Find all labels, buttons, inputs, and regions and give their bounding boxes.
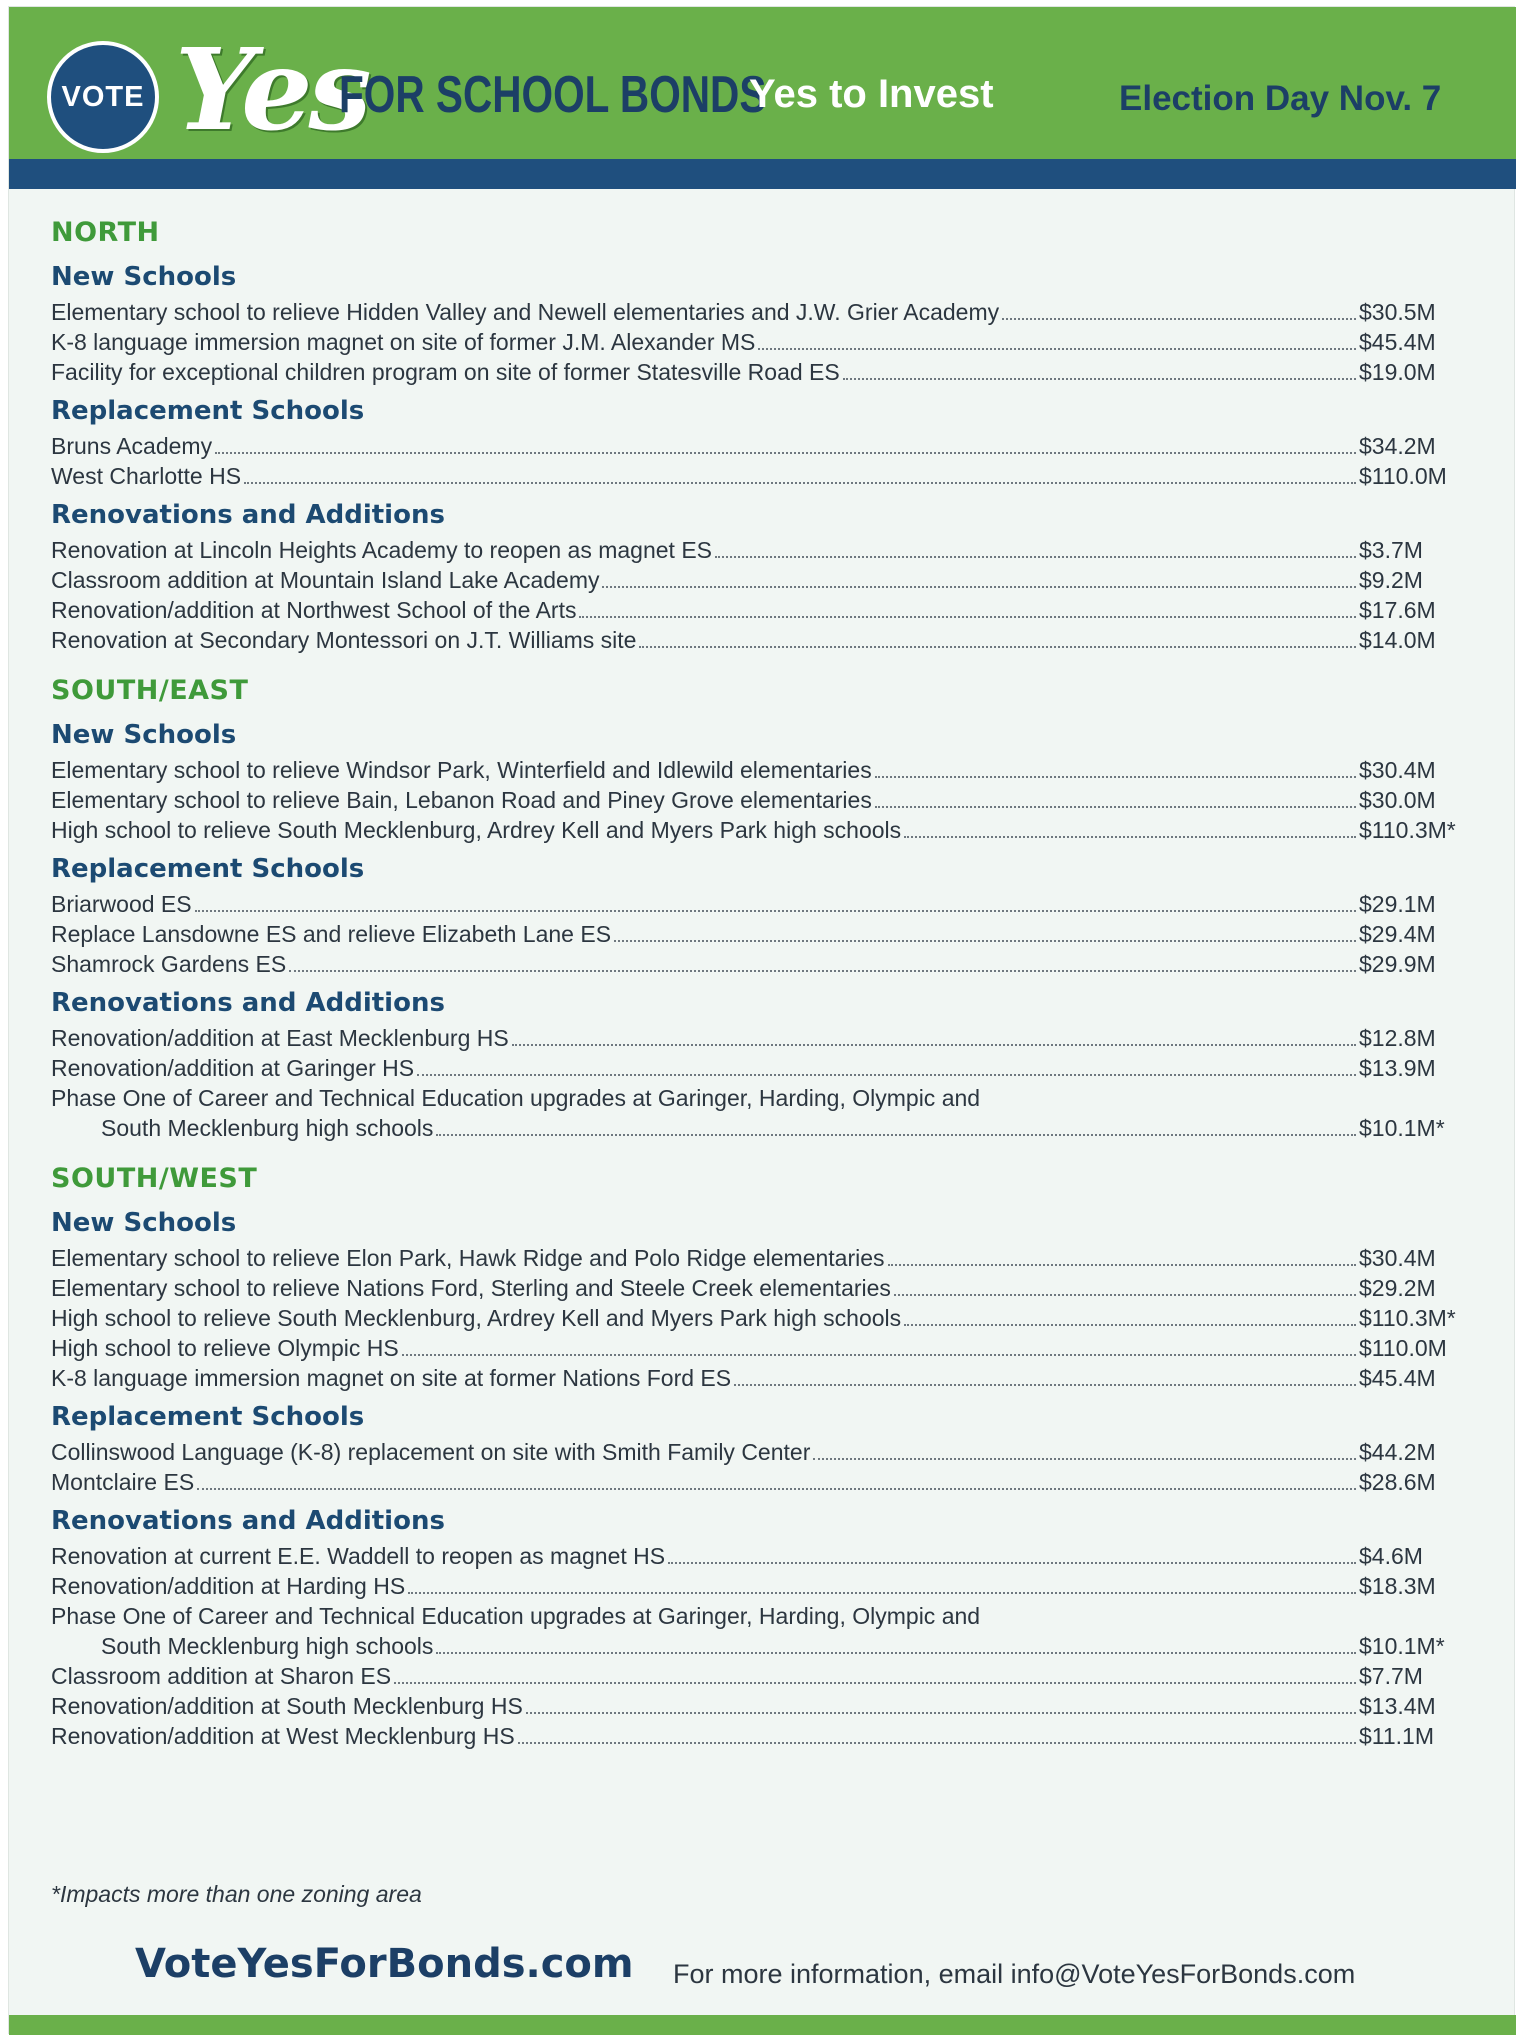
dot-leader xyxy=(668,1562,1356,1564)
dot-leader xyxy=(512,1044,1356,1046)
item-amount: $28.6M xyxy=(1359,1469,1436,1495)
bond-item xyxy=(51,1467,1471,1497)
item-description: Facility for exceptional children program on site of former Statesville Road ES xyxy=(51,359,840,385)
bond-item xyxy=(51,595,1471,625)
item-amount: $13.4M xyxy=(1359,1693,1436,1719)
item-amount: $17.6M xyxy=(1359,597,1436,623)
item-description: High school to relieve South Mecklenburg, Ardrey Kell and Myers Park high schools xyxy=(51,1305,902,1331)
item-description: Renovation at Lincoln Heights Academy to reopen as magnet ES xyxy=(51,537,713,563)
group-heading: Replacement Schools xyxy=(51,396,365,426)
item-amount: $45.4M xyxy=(1359,329,1436,355)
item-description: Elementary school to relieve Windsor Park, Winterfield and Idlewild elementaries xyxy=(51,757,872,783)
bond-item xyxy=(51,357,1471,387)
bond-item xyxy=(51,565,1471,595)
bond-item xyxy=(51,919,1471,949)
item-description: Renovation/addition at West Mecklenburg HS xyxy=(51,1723,515,1749)
bond-item xyxy=(51,297,1471,327)
item-description: High school to relieve Olympic HS xyxy=(51,1335,399,1361)
dot-leader xyxy=(408,1592,1356,1594)
footer-website-link[interactable]: VoteYesForBonds.com xyxy=(135,1941,634,1987)
item-description: K-8 language immersion magnet on site of former J.M. Alexander MS xyxy=(51,329,756,355)
bond-item xyxy=(51,1273,1471,1303)
item-description: Shamrock Gardens ES xyxy=(51,951,287,977)
item-description: Bruns Academy xyxy=(51,433,213,459)
bond-item xyxy=(51,625,1471,655)
item-amount: $45.4M xyxy=(1359,1365,1436,1391)
bond-item xyxy=(51,1541,1471,1571)
bond-item xyxy=(51,785,1471,815)
dot-leader xyxy=(614,940,1356,942)
item-description: Renovation/addition at South Mecklenburg HS xyxy=(51,1693,523,1719)
dot-leader xyxy=(734,1384,1356,1386)
item-description: K-8 language immersion magnet on site at former Nations Ford ES xyxy=(51,1365,732,1391)
dot-leader xyxy=(402,1354,1356,1356)
dot-leader xyxy=(289,970,1356,972)
item-amount: $30.5M xyxy=(1359,299,1436,325)
bond-item xyxy=(51,949,1471,979)
item-amount: $29.1M xyxy=(1359,891,1436,917)
bond-item xyxy=(51,1571,1471,1601)
dot-leader xyxy=(417,1074,1356,1076)
item-description: West Charlotte HS xyxy=(51,463,242,489)
item-description-continued: South Mecklenburg high schools xyxy=(101,1115,434,1141)
group-heading: Renovations and Additions xyxy=(51,1506,445,1536)
footnote: *Impacts more than one zoning area xyxy=(51,1881,422,1907)
group-heading: New Schools xyxy=(51,262,237,292)
bond-item xyxy=(51,1243,1471,1273)
bond-item xyxy=(51,1437,1471,1467)
bond-item xyxy=(51,1083,1471,1143)
dot-leader xyxy=(436,1134,1356,1136)
dot-leader xyxy=(758,348,1356,350)
item-amount: $110.3M* xyxy=(1359,1305,1456,1331)
item-description: Replace Lansdowne ES and relieve Elizabeth Lane ES xyxy=(51,921,612,947)
bond-item xyxy=(51,1023,1471,1053)
item-description: Elementary school to relieve Elon Park, Hawk Ridge and Polo Ridge elementaries xyxy=(51,1245,885,1271)
bond-item xyxy=(51,1363,1471,1393)
item-description: Renovation at current E.E. Waddell to reopen as magnet HS xyxy=(51,1543,666,1569)
dot-leader xyxy=(436,1652,1356,1654)
dot-leader xyxy=(195,910,1356,912)
item-amount: $110.0M xyxy=(1359,463,1447,489)
region-section xyxy=(51,1159,1471,1751)
vote-badge xyxy=(47,41,159,153)
dot-leader xyxy=(526,1712,1356,1714)
bond-item xyxy=(51,431,1471,461)
logo-tagline: FOR SCHOOL BONDS xyxy=(339,66,767,124)
bond-item xyxy=(51,535,1471,565)
item-description: Renovation/addition at East Mecklenburg HS xyxy=(51,1025,509,1051)
dot-leader xyxy=(394,1682,1356,1684)
item-amount: $3.7M xyxy=(1359,537,1423,563)
item-amount: $29.4M xyxy=(1359,921,1436,947)
header-band xyxy=(9,159,1516,189)
dot-leader xyxy=(888,1264,1356,1266)
item-description: Renovation/addition at Garinger HS xyxy=(51,1055,415,1081)
item-description: Renovation/addition at Northwest School of the Arts xyxy=(51,597,577,623)
vote-badge-text: VOTE xyxy=(61,80,145,113)
logo-yes-script: Yes xyxy=(175,25,368,156)
group-heading: Renovations and Additions xyxy=(51,988,445,1018)
item-amount: $9.2M xyxy=(1359,567,1423,593)
bond-item xyxy=(51,327,1471,357)
item-description: Montclaire ES xyxy=(51,1469,195,1495)
group-heading: New Schools xyxy=(51,720,237,750)
item-description: Renovation/addition at Harding HS xyxy=(51,1573,406,1599)
item-description: Classroom addition at Sharon ES xyxy=(51,1663,392,1689)
dot-leader xyxy=(602,586,1356,588)
group-heading: Replacement Schools xyxy=(51,854,365,884)
dot-leader xyxy=(715,556,1356,558)
item-amount: $11.1M xyxy=(1359,1723,1435,1749)
dot-leader xyxy=(244,482,1356,484)
bond-list xyxy=(51,207,1471,1767)
footer-bar xyxy=(9,2015,1516,2035)
group-heading: New Schools xyxy=(51,1208,237,1238)
item-description: Renovation at Secondary Montessori on J.T. Williams site xyxy=(51,627,637,653)
item-description: Classroom addition at Mountain Island Lake Academy xyxy=(51,567,600,593)
region-section xyxy=(51,671,1471,1143)
bond-item xyxy=(51,1303,1471,1333)
group-heading: Replacement Schools xyxy=(51,1402,365,1432)
item-amount: $10.1M* xyxy=(1359,1633,1445,1659)
item-description: Phase One of Career and Technical Education upgrades at Garinger, Harding, Olympic and xyxy=(51,1085,981,1111)
item-amount: $30.4M xyxy=(1359,1245,1436,1271)
item-amount: $19.0M xyxy=(1359,359,1436,385)
item-amount: $14.0M xyxy=(1359,627,1436,653)
bond-item xyxy=(51,1601,1471,1661)
dot-leader xyxy=(904,836,1356,838)
dot-leader xyxy=(904,1324,1356,1326)
item-description: Elementary school to relieve Hidden Valley and Newell elementaries and J.W. Grier Academy xyxy=(51,299,1000,325)
dot-leader xyxy=(875,806,1356,808)
header-banner xyxy=(9,7,1516,159)
yes-to-invest-slogan: Yes to Invest xyxy=(749,72,994,116)
region-title: SOUTH/WEST xyxy=(51,1163,258,1194)
dot-leader xyxy=(813,1458,1356,1460)
bond-item xyxy=(51,1721,1471,1751)
dot-leader xyxy=(579,616,1356,618)
bond-item xyxy=(51,1333,1471,1363)
item-description-continued: South Mecklenburg high schools xyxy=(101,1633,434,1659)
item-amount: $10.1M* xyxy=(1359,1115,1445,1141)
item-description: High school to relieve South Mecklenburg, Ardrey Kell and Myers Park high schools xyxy=(51,817,902,843)
bond-item xyxy=(51,1661,1471,1691)
item-description: Elementary school to relieve Nations Ford, Sterling and Steele Creek elementaries xyxy=(51,1275,891,1301)
item-amount: $13.9M xyxy=(1359,1055,1436,1081)
bond-item xyxy=(51,815,1471,845)
bond-item xyxy=(51,755,1471,785)
item-amount: $4.6M xyxy=(1359,1543,1423,1569)
item-amount: $110.0M xyxy=(1359,1335,1447,1361)
item-amount: $110.3M* xyxy=(1359,817,1456,843)
dot-leader xyxy=(1002,318,1356,320)
election-day: Election Day Nov. 7 xyxy=(1119,79,1442,118)
group-heading: Renovations and Additions xyxy=(51,500,445,530)
item-amount: $30.0M xyxy=(1359,787,1436,813)
item-description: Elementary school to relieve Bain, Lebanon Road and Piney Grove elementaries xyxy=(51,787,872,813)
flyer xyxy=(8,6,1515,2034)
dot-leader xyxy=(518,1742,1356,1744)
item-amount: $29.2M xyxy=(1359,1275,1436,1301)
item-amount: $34.2M xyxy=(1359,433,1436,459)
bond-item xyxy=(51,461,1471,491)
dot-leader xyxy=(197,1488,1356,1490)
bond-item xyxy=(51,1691,1471,1721)
dot-leader xyxy=(875,776,1356,778)
dot-leader xyxy=(639,646,1356,648)
item-description: Collinswood Language (K-8) replacement on site with Smith Family Center xyxy=(51,1439,811,1465)
item-amount: $7.7M xyxy=(1359,1663,1423,1689)
item-amount: $44.2M xyxy=(1359,1439,1436,1465)
region-section xyxy=(51,213,1471,655)
item-amount: $12.8M xyxy=(1359,1025,1436,1051)
dot-leader xyxy=(843,378,1356,380)
item-description: Briarwood ES xyxy=(51,891,192,917)
footer-contact-info: For more information, email info@VoteYesForBonds.com xyxy=(673,1959,1356,1989)
dot-leader xyxy=(215,452,1356,454)
region-title: NORTH xyxy=(51,217,160,248)
region-title: SOUTH/EAST xyxy=(51,675,249,706)
bond-item xyxy=(51,1053,1471,1083)
dot-leader xyxy=(894,1294,1356,1296)
bond-item xyxy=(51,889,1471,919)
item-amount: $18.3M xyxy=(1359,1573,1436,1599)
item-description: Phase One of Career and Technical Education upgrades at Garinger, Harding, Olympic and xyxy=(51,1603,981,1629)
item-amount: $29.9M xyxy=(1359,951,1436,977)
item-amount: $30.4M xyxy=(1359,757,1436,783)
